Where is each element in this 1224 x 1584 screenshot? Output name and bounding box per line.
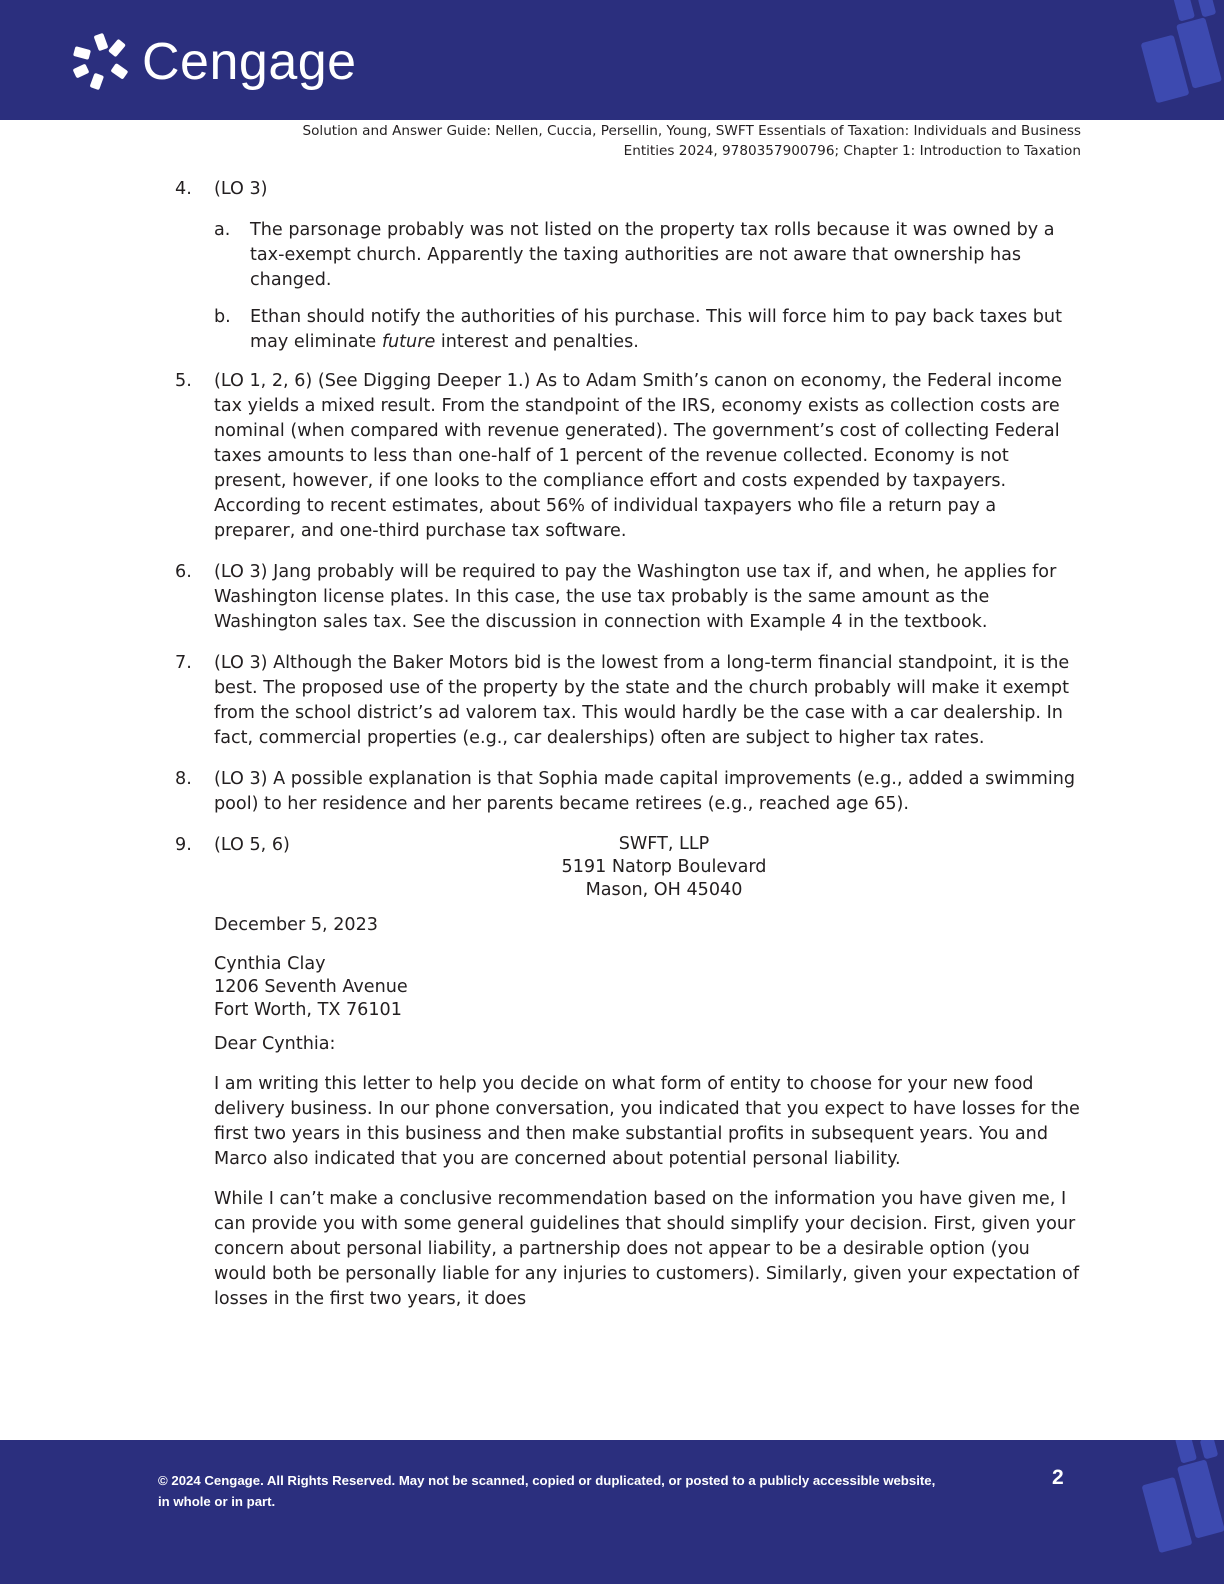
item-lead: (LO 3) [214, 179, 268, 199]
top-banner [0, 0, 1224, 120]
corner-pattern-icon [1138, 0, 1224, 120]
sub-item-label: b. [214, 307, 231, 327]
item-number: 9. [175, 835, 192, 855]
item-number: 4. [175, 179, 192, 199]
recipient-name: Cynthia Clay [214, 954, 326, 974]
cengage-logo-mark-icon [72, 32, 134, 92]
page-number: 2 [1052, 1466, 1064, 1489]
letter-salutation: Dear Cynthia: [214, 1034, 336, 1054]
item-text: (LO 3) Although the Baker Motors bid is the lowest from a long-term financial standpoint, it is the best. The proposed use of the property by the state and the church probably will make it exempt from the school district’s ad valorem tax. This would hardly be the case with a car dealership. In fact, commercial properties (e.g., car dealerships) often are subject to higher tax rates. [214, 653, 1070, 748]
cengage-logo [72, 32, 357, 92]
item-text: (LO 1, 2, 6) (See Digging Deeper 1.) As to Adam Smith’s canon on economy, the Federal income tax yields a mixed result. From the standpoint of the IRS, economy exists as collection costs are nominal (when compared with revenue generated). The government’s cost of collecting Federal taxes amounts to less than one-half of 1 percent of the revenue collected. Economy is not present, however, if one looks to the compliance effort and costs expended by taxpayers. According to recent estimates, about 56% of individual taxpayers who file a return pay a preparer, and one-third purchase tax software. [214, 371, 1062, 541]
answer-item-7 [175, 651, 1080, 751]
recipient-address-block [214, 953, 1080, 1022]
answer-item-9 [175, 833, 1080, 1312]
item-text: (LO 3) A possible explanation is that Sophia made capital improvements (e.g., added a swimming pool) to her residence and her parents became retirees (e.g., reached age 65). [214, 769, 1076, 814]
answer-item-5 [175, 369, 1080, 544]
sub-item-text: The parsonage probably was not listed on the property tax rolls because it was owned by a tax-exempt church. Apparently the taxing authorities are not aware that ownership has changed. [250, 220, 1055, 290]
letter-heading [214, 833, 1080, 905]
sub-item-text: Ethan should notify the authorities of his purchase. This will force him to pay back taxes but may eliminate future interest and penalties. [250, 307, 1062, 352]
item-number: 6. [175, 562, 192, 582]
sub-item-label: a. [214, 220, 231, 240]
emphasis: future [381, 332, 436, 352]
corner-pattern-icon [1138, 1440, 1224, 1584]
firm-name: SWFT, LLP [618, 834, 710, 854]
sub-item-b [214, 305, 1080, 355]
item-number: 5. [175, 371, 192, 391]
firm-street: 5191 Natorp Boulevard [561, 857, 767, 877]
item-lead: (LO 5, 6) [214, 835, 290, 855]
item-number: 8. [175, 769, 192, 789]
sub-item-a [214, 218, 1080, 293]
footer-banner [0, 1440, 1224, 1584]
document-body [175, 177, 1080, 1312]
header-line-1: Solution and Answer Guide: Nellen, Cuccia, Persellin, Young, SWFT Essentials of Taxation: Individuals and Business [302, 123, 1081, 139]
logo-wordmark: Cengage [142, 33, 357, 91]
letter-date: December 5, 2023 [214, 915, 378, 935]
firm-city: Mason, OH 45040 [585, 880, 743, 900]
letter-paragraph-1: I am writing this letter to help you decide on what form of entity to choose for your new food delivery business. In our phone conversation, you indicated that you expect to have losses for the first two years in this business and then make substantial profits in subsequent years. You and Marco also indicated that you are concerned about potential personal liability. [214, 1074, 1080, 1169]
copyright-notice: © 2024 Cengage. All Rights Reserved. May not be scanned, copied or duplicated, or posted to a publicly accessible website, in whole or in part. [158, 1473, 936, 1509]
item-text: (LO 3) Jang probably will be required to pay the Washington use tax if, and when, he applies for Washington license plates. In this case, the use tax probably is the same amount as the Washington sales tax. See the discussion in connection with Example 4 in the textbook. [214, 562, 1057, 632]
running-header [121, 121, 1081, 161]
answer-item-4 [175, 177, 1080, 355]
letter-paragraph-2: While I can’t make a conclusive recommendation based on the information you have given me, I can provide you with some general guidelines that should simplify your decision. First, given your concern about personal liability, a partnership does not appear to be a desirable option (you would both be personally liable for any injuries to customers). Similarly, given your expectation of losses in the first two years, it does [214, 1189, 1080, 1309]
header-line-2: Entities 2024, 9780357900796; Chapter 1: Introduction to Taxation [623, 143, 1081, 159]
recipient-street: 1206 Seventh Avenue [214, 977, 408, 997]
item-number: 7. [175, 653, 192, 673]
firm-address-block [489, 833, 839, 902]
recipient-city: Fort Worth, TX 76101 [214, 1000, 402, 1020]
answer-item-8 [175, 767, 1080, 817]
answer-item-6 [175, 560, 1080, 635]
